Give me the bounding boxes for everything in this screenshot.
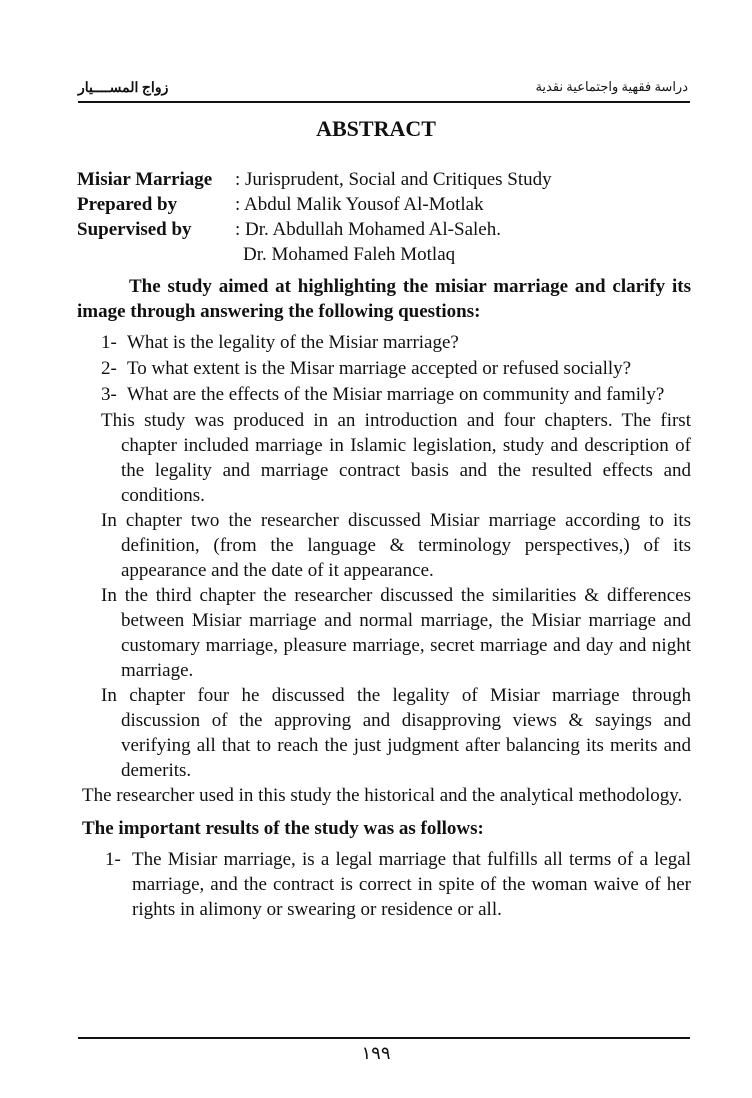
thesis-value: : Jurisprudent, Social and Critiques Study [235, 169, 552, 190]
abstract-body [77, 274, 691, 922]
question-number: 2- [101, 358, 117, 379]
question-item [101, 382, 691, 407]
body-paragraph: This study was produced in an introduction and four chapters. The first chapter included marriage in Islamic legislation, study and description of the legality and marriage contract basis and the resulted effects and conditions. [101, 410, 691, 506]
supervised-label: Supervised by [77, 219, 192, 240]
question-number: 3- [101, 384, 117, 405]
thesis-metadata [77, 167, 552, 267]
header-divider [78, 101, 690, 103]
page-title: ABSTRACT [316, 116, 436, 141]
question-text: What is the legality of the Misiar marriage? [127, 332, 459, 353]
body-paragraph: In chapter four he discussed the legality of Misiar marriage through discussion of the approving and disapproving views & sayings and verifying all that to reach the just judgment after balancing its merits and demerits. [101, 685, 691, 781]
question-item [101, 330, 691, 355]
prepared-row [77, 192, 552, 217]
intro-paragraph: The study aimed at highlighting the misiar marriage and clarify its image through answering the following questions: [77, 276, 691, 322]
results-heading: The important results of the study was as follows: [82, 818, 484, 839]
prepared-label: Prepared by [77, 194, 178, 215]
question-text: To what extent is the Misar marriage accepted or refused socially? [127, 358, 632, 379]
result-text: The Misiar marriage, is a legal marriage that fulfills all terms of a legal marriage, and the contract is correct in spite of the woman waive of her rights in alimony or swearing or residence or all. [132, 849, 691, 920]
page-number: ١٩٩ [361, 1043, 391, 1063]
question-number: 1- [101, 332, 117, 353]
methodology-paragraph: The researcher used in this study the historical and the analytical methodology. [82, 785, 683, 806]
supervisor-1: : Dr. Abdullah Mohamed Al-Saleh. [235, 219, 501, 240]
running-header-left: زواج المســــيار [78, 81, 169, 96]
thesis-label: Misiar Marriage [77, 169, 213, 190]
supervised-row [77, 217, 552, 242]
supervisor-2: Dr. Mohamed Faleh Motlaq [243, 244, 456, 265]
running-header-right: دراسة فقهية واجتماعية نقدية [535, 79, 688, 94]
prepared-value: : Abdul Malik Yousof Al-Motlak [235, 194, 484, 215]
thesis-row [77, 167, 552, 192]
question-item [101, 356, 691, 381]
result-number: 1- [105, 849, 121, 870]
result-item [105, 847, 691, 922]
body-paragraph: In the third chapter the researcher discussed the similarities & differences between Misiar marriage and normal marriage, the Misiar marriage and customary marriage, pleasure marriage, secret marriage and day and night marriage. [101, 585, 691, 681]
question-text: What are the effects of the Misiar marriage on community and family? [127, 384, 665, 405]
body-paragraph: In chapter two the researcher discussed Misiar marriage according to its definition, (from the language & terminology perspectives,) of its appearance and the date of it appearance. [101, 510, 691, 581]
footer-divider [78, 1037, 690, 1039]
